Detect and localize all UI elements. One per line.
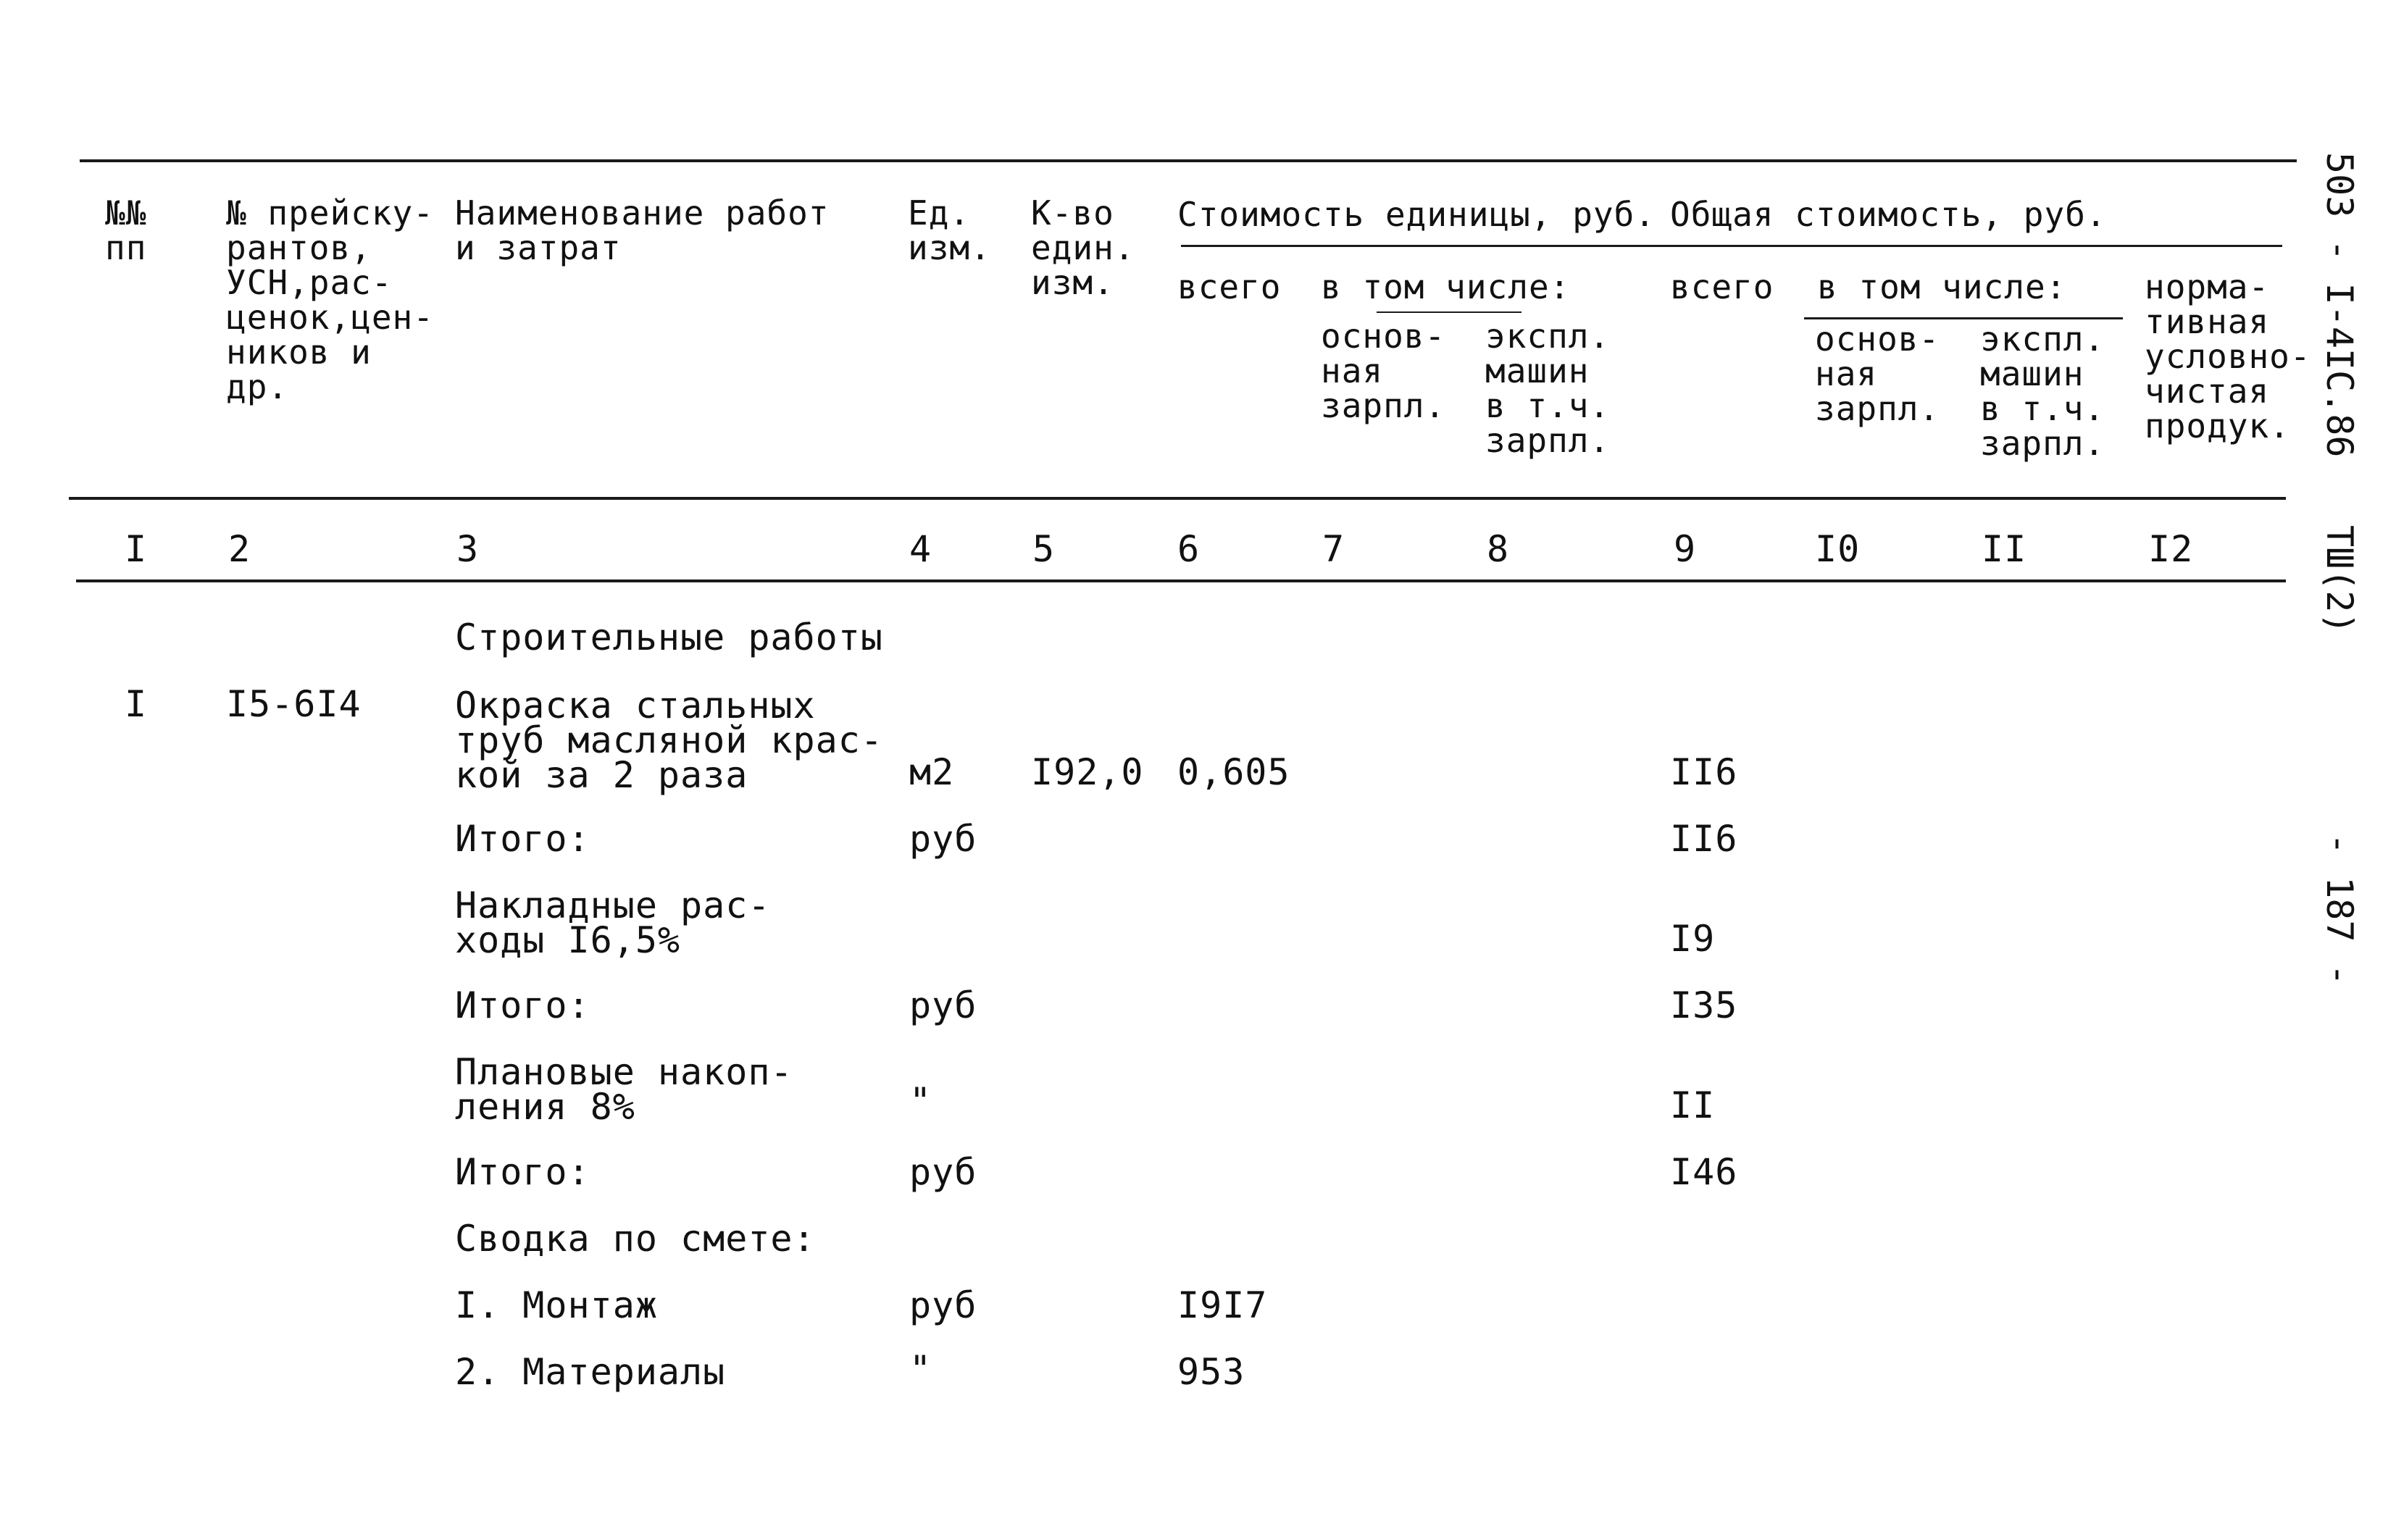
item-name: Окраска стальных труб масляной крас- кой за 2 раза (455, 685, 883, 796)
itogo2-label: Итого: (455, 984, 590, 1026)
summary-materials-value: 953 (1177, 1351, 1245, 1393)
summary-montage-label: I. Монтаж (455, 1284, 658, 1326)
side-doc-code: 503 - I-4IС.86 (2318, 152, 2360, 458)
header-col6-total: всего (1177, 267, 1282, 306)
header-col12-net-product: норма- тивная условно- чистая продук. (2145, 267, 2311, 445)
summary-title: Сводка по смете: (455, 1218, 816, 1260)
plan-savings-total: II (1670, 1084, 1716, 1126)
header-col1-number: №№ пп (105, 193, 147, 267)
item-number: I (125, 683, 148, 725)
header-total-cost: Общая стоимость, руб. (1670, 195, 2107, 234)
column-number-2: 2 (228, 528, 251, 570)
header-col11-machines: экспл. машин в т.ч. зарпл. (1980, 319, 2105, 463)
header-unit-cost: Стоимость единицы, руб. (1177, 195, 1656, 234)
column-number-7: 7 (1322, 528, 1345, 570)
header-col7-base-salary: основ- ная зарпл. (1321, 317, 1446, 425)
header-col9-total: всего (1670, 267, 1774, 306)
header-col8-machines: экспл. машин в т.ч. зарпл. (1485, 317, 1611, 460)
item-price-ref: I5-6I4 (226, 683, 362, 725)
header-col10-base-salary: основ- ная зарпл. (1815, 319, 1940, 428)
column-number-1: I (125, 528, 148, 570)
itogo2-unit: руб (909, 984, 977, 1026)
column-number-3: 3 (456, 528, 480, 570)
itogo3-unit: руб (909, 1151, 977, 1193)
item-quantity: I92,0 (1031, 751, 1144, 793)
itogo1-unit: руб (909, 818, 977, 860)
numbers-bottom-rule (76, 579, 2286, 582)
summary-materials-unit: " (909, 1348, 932, 1390)
side-page-number: - 187 - (2318, 833, 2360, 986)
itogo1-total: II6 (1670, 818, 1738, 860)
itogo3-label: Итого: (455, 1151, 590, 1193)
itogo1-label: Итого: (455, 818, 590, 860)
section-title: Строительные работы (455, 616, 883, 658)
itogo3-total: I46 (1670, 1151, 1738, 1193)
header-col2-price-ref: № прейску- рантов, УСН,рас- ценок,цен- ников и др. (226, 193, 434, 406)
summary-materials-label: 2. Материалы (455, 1351, 726, 1393)
col78-subrule (1377, 311, 1521, 313)
header-bottom-rule (69, 497, 2286, 500)
item-unit: м2 (909, 751, 955, 793)
item-unit-price: 0,605 (1177, 751, 1290, 793)
column-number-12: I2 (2148, 528, 2194, 570)
column-number-6: 6 (1177, 528, 1201, 570)
itogo2-total: I35 (1670, 984, 1738, 1026)
column-number-9: 9 (1674, 528, 1697, 570)
column-number-4: 4 (909, 528, 932, 570)
header-col5-quantity: К-во един. изм. (1031, 193, 1135, 302)
overhead-label: Накладные рас- ходы I6,5% (455, 884, 771, 961)
plan-savings-unit: " (909, 1080, 932, 1122)
overhead-total: I9 (1670, 918, 1716, 960)
column-number-5: 5 (1032, 528, 1056, 570)
unit-cost-subrule (1181, 245, 2282, 247)
summary-montage-value: I9I7 (1177, 1284, 1268, 1326)
column-number-8: 8 (1487, 528, 1510, 570)
column-number-11: II (1982, 528, 2027, 570)
side-volume: ТШ(2) (2318, 525, 2360, 635)
header-col4-unit: Ед. изм. (908, 193, 991, 267)
summary-montage-unit: руб (909, 1284, 977, 1326)
plan-savings-label: Плановые накоп- ления 8% (455, 1051, 793, 1128)
top-rule (80, 159, 2297, 162)
header-col3-name: Наименование работ и затрат (455, 193, 830, 267)
column-number-10: I0 (1815, 528, 1861, 570)
item-total: II6 (1670, 751, 1738, 793)
header-col78-group: в том числе: (1321, 267, 1571, 306)
header-col1011-group: в том числе: (1817, 267, 2067, 306)
